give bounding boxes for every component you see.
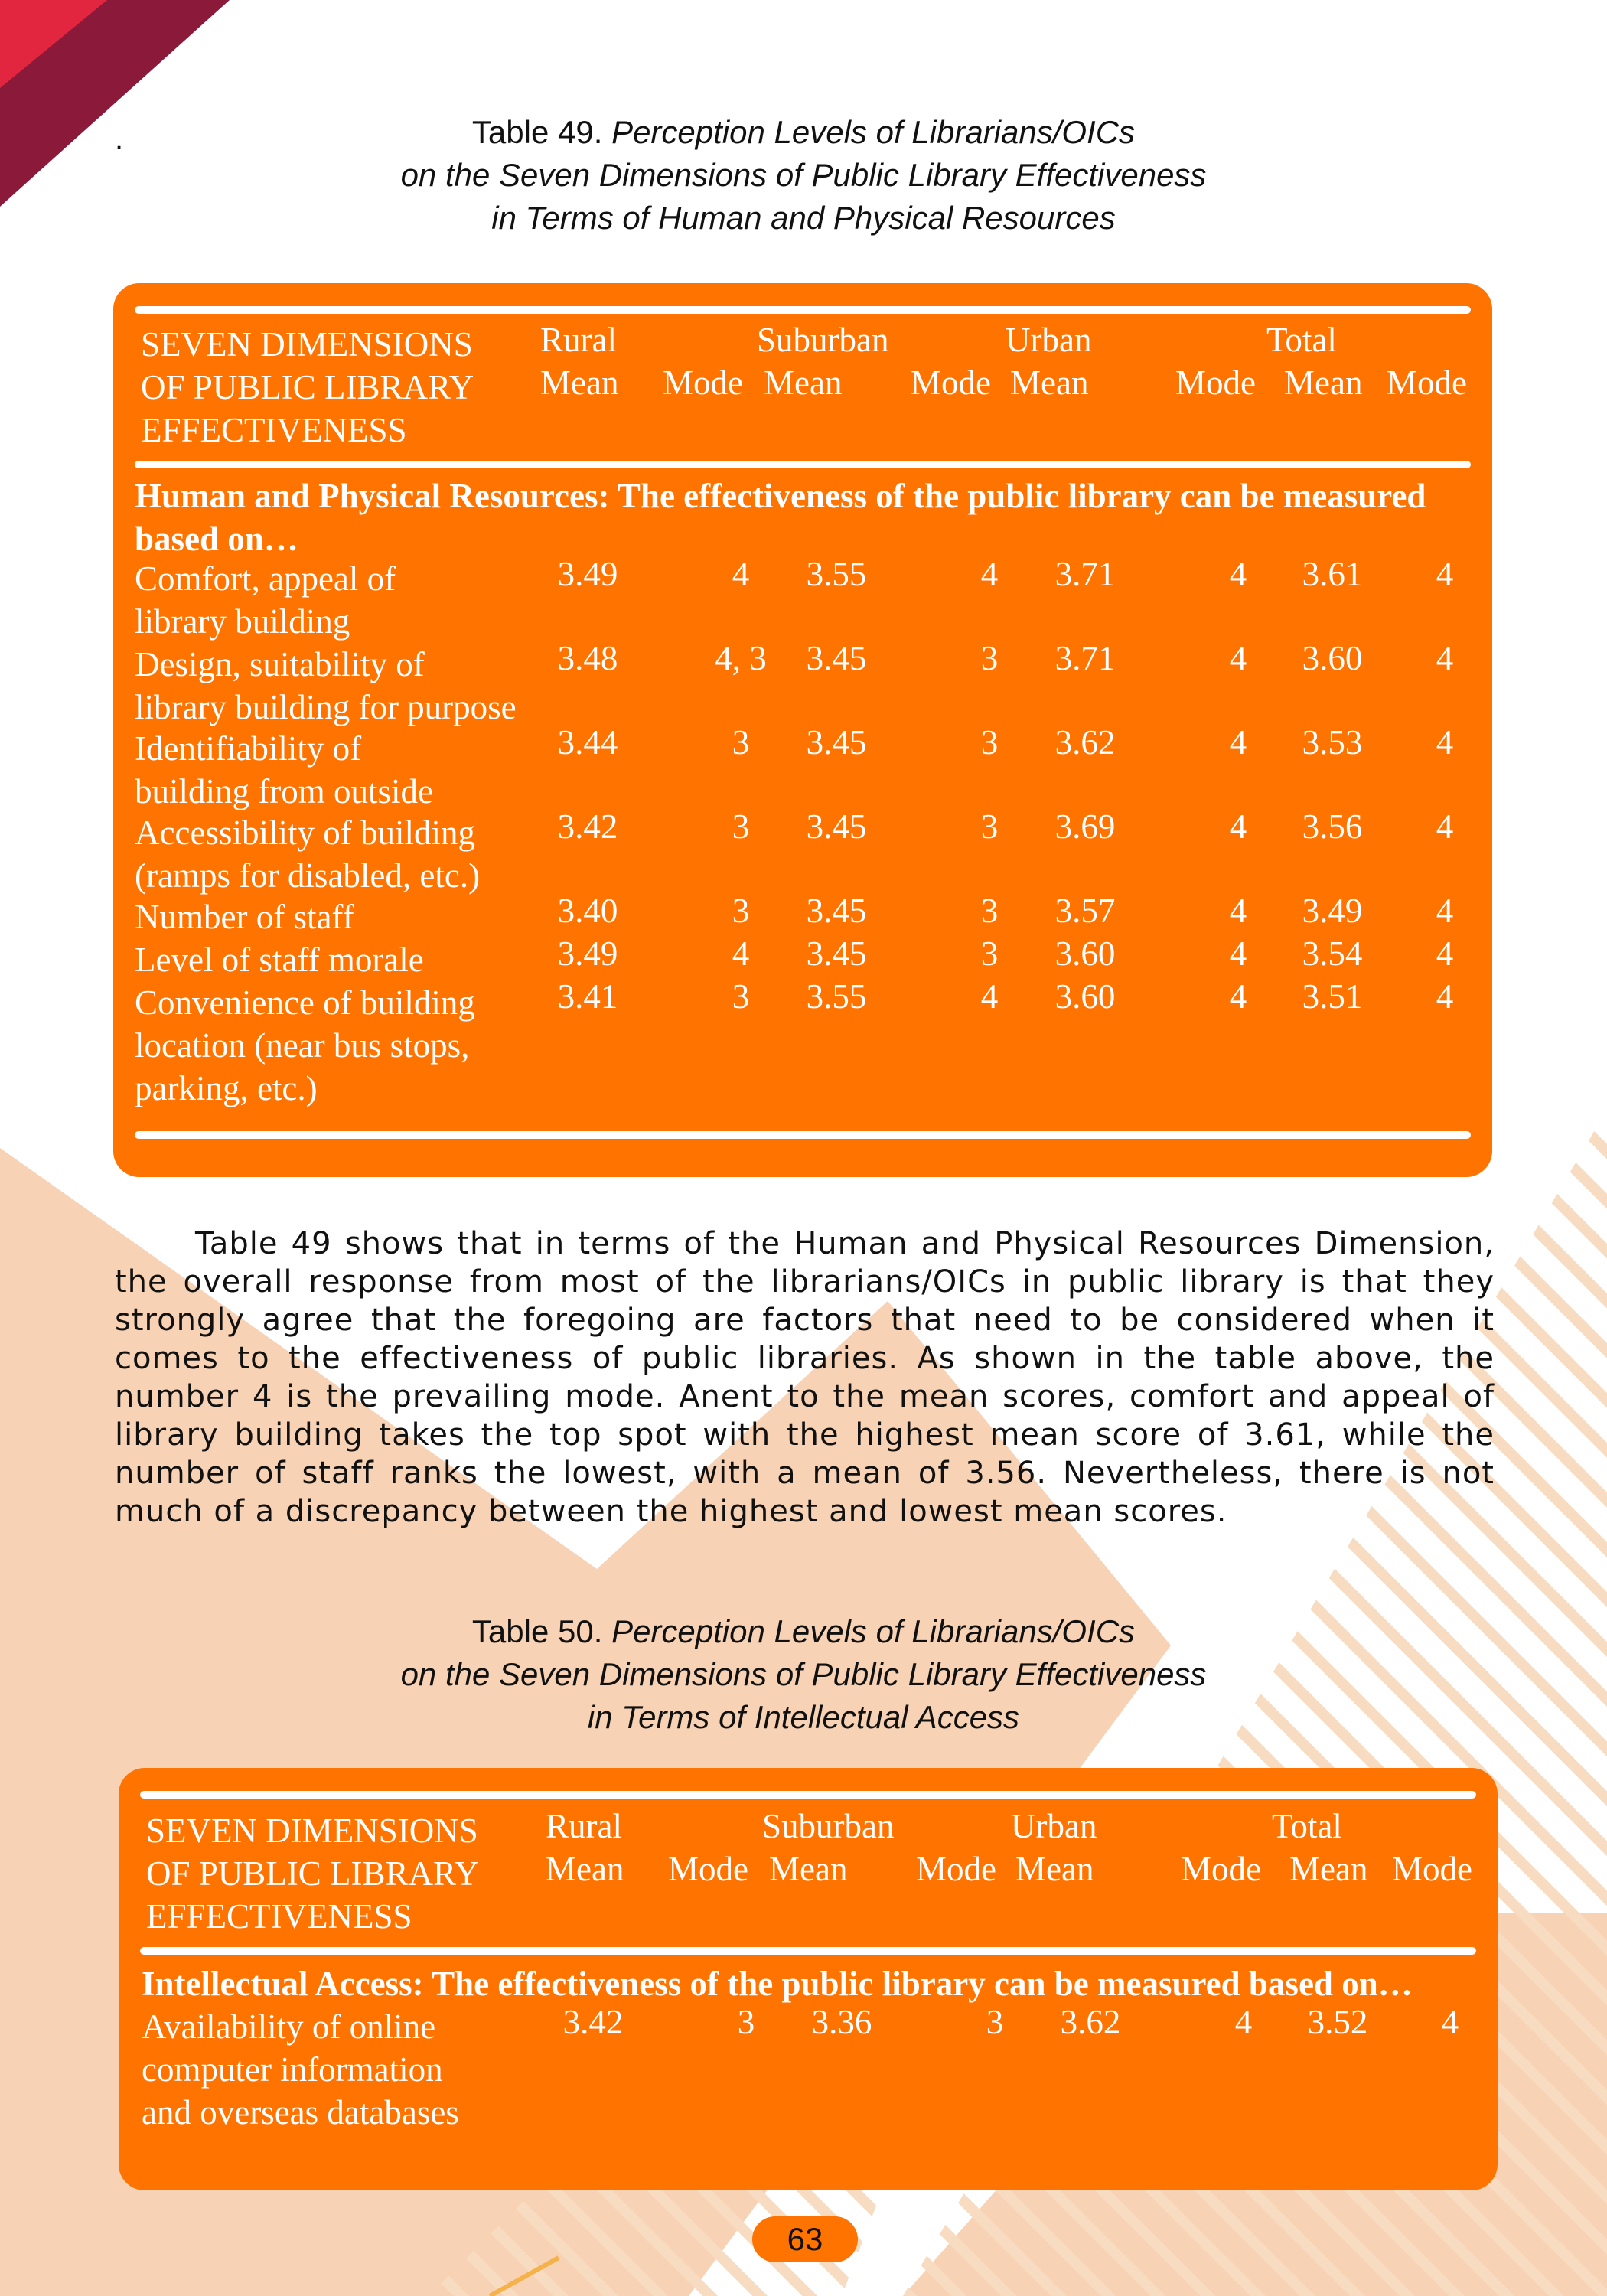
- table-49-panel: [113, 283, 1492, 1177]
- suburban-mean: 3.45: [806, 934, 867, 973]
- row-label-line: library building: [135, 602, 350, 641]
- row-label-line: Design, suitability of: [135, 645, 425, 683]
- dimension-header-line: EFFECTIVENESS: [146, 1897, 412, 1936]
- subhead-mode: Mode: [916, 1850, 996, 1888]
- paragraph-text: Table 49 shows that in terms of the Human and Physical Resources Dimension, the overall response from most of the librarians/OICs in public library is that they strongly agree that the foregoing are factors that need to be considered when it comes to the effectiveness of public libraries. As shown in the table above, the number 4 is the prevailing mode. Anent to the mean scores, comfort and appeal of library building takes the top spot with the highest mean score of 3.61, while the number of staff ranks the lowest, with a mean of 3.56. Nevertheless, there is not much of a discrepancy between the highest and lowest mean scores.: [115, 1226, 1495, 1529]
- caption-line-1: [0, 111, 1607, 154]
- row-label-line: Accessibility of building: [135, 814, 475, 852]
- group-header-suburban: Suburban: [762, 1807, 895, 1845]
- group-header-suburban: Suburban: [757, 321, 889, 359]
- row-label-line: Availability of online: [142, 2007, 436, 2046]
- top-rule: [140, 1791, 1476, 1799]
- subhead-mean: Mean: [769, 1850, 848, 1888]
- suburban-mean: 3.45: [806, 807, 867, 846]
- total-mean: 3.56: [1302, 807, 1363, 846]
- caption-line-2: [0, 1653, 1607, 1696]
- urban-mean: 3.71: [1054, 555, 1116, 593]
- suburban-mode: 4: [980, 977, 999, 1016]
- total-mean: 3.52: [1307, 2003, 1368, 2041]
- total-mean: 3.51: [1302, 977, 1363, 1016]
- urban-mean: 3.57: [1054, 892, 1116, 930]
- suburban-mean: 3.36: [811, 2003, 872, 2041]
- total-mode: 4: [1436, 555, 1454, 593]
- rural-mode: 3: [737, 2003, 755, 2041]
- row-label-line: and overseas databases: [142, 2093, 459, 2131]
- rural-mean: 3.49: [557, 555, 618, 593]
- total-mode: 4: [1441, 2003, 1459, 2041]
- header-rule: [140, 1947, 1476, 1955]
- dimension-header-line: EFFECTIVENESS: [141, 411, 407, 449]
- suburban-mode: 3: [986, 2003, 1004, 2041]
- row-label: [142, 2005, 459, 2134]
- total-mean: 3.60: [1302, 639, 1363, 677]
- table-49-caption: [0, 111, 1607, 240]
- rural-mode: 4, 3: [715, 639, 767, 677]
- body-paragraph: [115, 1225, 1495, 1531]
- section-title-line: based on…: [135, 520, 298, 558]
- caption-line-3: [0, 197, 1607, 240]
- rural-mean: 3.48: [557, 639, 618, 677]
- caption-line-2: [0, 154, 1607, 197]
- suburban-mean: 3.45: [806, 723, 867, 762]
- subhead-mode: Mode: [1387, 364, 1467, 402]
- suburban-mean: 3.45: [806, 892, 867, 930]
- subhead-mode: Mode: [911, 364, 991, 402]
- row-label-line: building from outside: [135, 772, 433, 810]
- rural-mean: 3.42: [562, 2003, 624, 2041]
- caption-title-3: in Terms of Intellectual Access: [587, 1699, 1020, 1735]
- total-mode: 4: [1436, 892, 1454, 930]
- subhead-mean: Mean: [546, 1850, 624, 1888]
- row-label-line: Level of staff morale: [135, 941, 424, 979]
- urban-mean: 3.60: [1054, 934, 1116, 973]
- caption-title-3: in Terms of Human and Physical Resources: [491, 200, 1116, 236]
- subhead-mode: Mode: [1181, 1850, 1261, 1888]
- urban-mode: 4: [1229, 892, 1247, 930]
- rural-mode: 4: [732, 934, 750, 973]
- rural-mode: 3: [732, 892, 750, 930]
- row-label: [135, 643, 517, 729]
- caption-line-3: [0, 1696, 1607, 1739]
- suburban-mode: 3: [980, 723, 999, 762]
- header-rule: [135, 461, 1471, 468]
- urban-mean: 3.60: [1054, 977, 1116, 1016]
- urban-mean: 3.62: [1060, 2003, 1121, 2041]
- caption-title-2: on the Seven Dimensions of Public Library Effectiveness: [400, 157, 1207, 193]
- subhead-mode: Mode: [663, 364, 743, 402]
- suburban-mean: 3.45: [806, 639, 867, 677]
- row-label: [135, 727, 433, 813]
- total-mode: 4: [1436, 977, 1454, 1016]
- dimension-header: [146, 1809, 479, 1938]
- urban-mean: 3.71: [1054, 639, 1116, 677]
- dimension-header-line: SEVEN DIMENSIONS: [141, 325, 473, 364]
- row-label-line: Number of staff: [135, 898, 354, 936]
- subhead-mean: Mean: [764, 364, 843, 402]
- group-header-rural: Rural: [546, 1807, 622, 1845]
- section-title: Intellectual Access: The effectiveness of the public library can be measured based on…: [142, 1965, 1413, 2003]
- caption-title: Perception Levels of Librarians/OICs: [611, 114, 1136, 150]
- page-number: 63: [752, 2216, 858, 2262]
- suburban-mean: 3.55: [806, 555, 867, 593]
- row-label: [135, 811, 480, 897]
- table-50-panel: [119, 1768, 1498, 2190]
- subhead-mode: Mode: [1392, 1850, 1472, 1888]
- suburban-mode: 3: [980, 934, 999, 973]
- total-mean: 3.53: [1302, 723, 1363, 762]
- bottom-rule: [135, 1131, 1471, 1139]
- row-label: [135, 938, 424, 981]
- row-label: [135, 895, 354, 938]
- suburban-mode: 4: [980, 555, 999, 593]
- subhead-mean: Mean: [1015, 1850, 1094, 1888]
- dimension-header-line: OF PUBLIC LIBRARY: [146, 1854, 480, 1893]
- urban-mode: 4: [1229, 977, 1247, 1016]
- subhead-mode: Mode: [668, 1850, 748, 1888]
- suburban-mode: 3: [980, 807, 999, 846]
- total-mean: 3.54: [1302, 934, 1363, 973]
- rural-mean: 3.42: [557, 807, 618, 846]
- suburban-mean: 3.55: [806, 977, 867, 1016]
- row-label-line: library building for purpose: [135, 688, 517, 726]
- subhead-mean: Mean: [1010, 364, 1089, 402]
- caption-title: Perception Levels of Librarians/OICs: [611, 1613, 1136, 1649]
- row-label-line: parking, etc.): [135, 1069, 318, 1107]
- rural-mean: 3.44: [557, 723, 618, 762]
- rural-mode: 3: [732, 977, 750, 1016]
- section-title: [135, 475, 1426, 560]
- rural-mean: 3.49: [557, 934, 618, 973]
- subhead-mean: Mean: [1289, 1850, 1368, 1888]
- subhead-mode: Mode: [1175, 364, 1256, 402]
- urban-mean: 3.62: [1054, 723, 1116, 762]
- group-header-total: Total: [1272, 1807, 1342, 1845]
- urban-mode: 4: [1229, 723, 1247, 762]
- total-mode: 4: [1436, 639, 1454, 677]
- caption-label: Table 50.: [471, 1613, 603, 1649]
- total-mode: 4: [1436, 934, 1454, 973]
- total-mode: 4: [1436, 807, 1454, 846]
- bullet-dot: .: [115, 122, 124, 156]
- table-50-caption: [0, 1610, 1607, 1739]
- caption-title-2: on the Seven Dimensions of Public Library Effectiveness: [400, 1656, 1207, 1692]
- total-mean: 3.49: [1302, 892, 1363, 930]
- dimension-header-line: SEVEN DIMENSIONS: [146, 1812, 478, 1850]
- urban-mode: 4: [1229, 934, 1247, 973]
- row-label-line: (ramps for disabled, etc.): [135, 856, 481, 895]
- urban-mode: 4: [1234, 2003, 1253, 2041]
- subhead-mean: Mean: [1284, 364, 1363, 402]
- group-header-rural: Rural: [540, 321, 617, 359]
- row-label-line: Identifiability of: [135, 729, 362, 768]
- caption-line-1: [0, 1610, 1607, 1653]
- total-mean: 3.61: [1302, 555, 1363, 593]
- dimension-header-line: OF PUBLIC LIBRARY: [141, 368, 474, 406]
- row-label-line: computer information: [142, 2050, 443, 2089]
- caption-label: Table 49.: [471, 114, 603, 150]
- group-header-total: Total: [1266, 321, 1337, 359]
- rural-mean: 3.40: [557, 892, 618, 930]
- row-label-line: location (near bus stops,: [135, 1026, 470, 1065]
- rural-mode: 3: [732, 723, 750, 762]
- rural-mode: 3: [732, 807, 750, 846]
- section-title-line: Human and Physical Resources: The effectiveness of the public library can be measured: [135, 477, 1426, 515]
- rural-mode: 4: [732, 555, 750, 593]
- rural-mean: 3.41: [557, 977, 618, 1016]
- top-rule: [135, 306, 1471, 314]
- group-header-urban: Urban: [1006, 321, 1092, 359]
- row-label-line: Convenience of building: [135, 983, 475, 1022]
- urban-mode: 4: [1229, 639, 1247, 677]
- dimension-header: [141, 323, 474, 452]
- urban-mode: 4: [1229, 555, 1247, 593]
- row-label: [135, 981, 475, 1110]
- subhead-mean: Mean: [540, 364, 619, 402]
- row-label-line: Comfort, appeal of: [135, 559, 396, 598]
- suburban-mode: 3: [980, 639, 999, 677]
- group-header-urban: Urban: [1011, 1807, 1097, 1845]
- total-mode: 4: [1436, 723, 1454, 762]
- row-label: [135, 557, 396, 643]
- suburban-mode: 3: [980, 892, 999, 930]
- urban-mean: 3.69: [1054, 807, 1116, 846]
- urban-mode: 4: [1229, 807, 1247, 846]
